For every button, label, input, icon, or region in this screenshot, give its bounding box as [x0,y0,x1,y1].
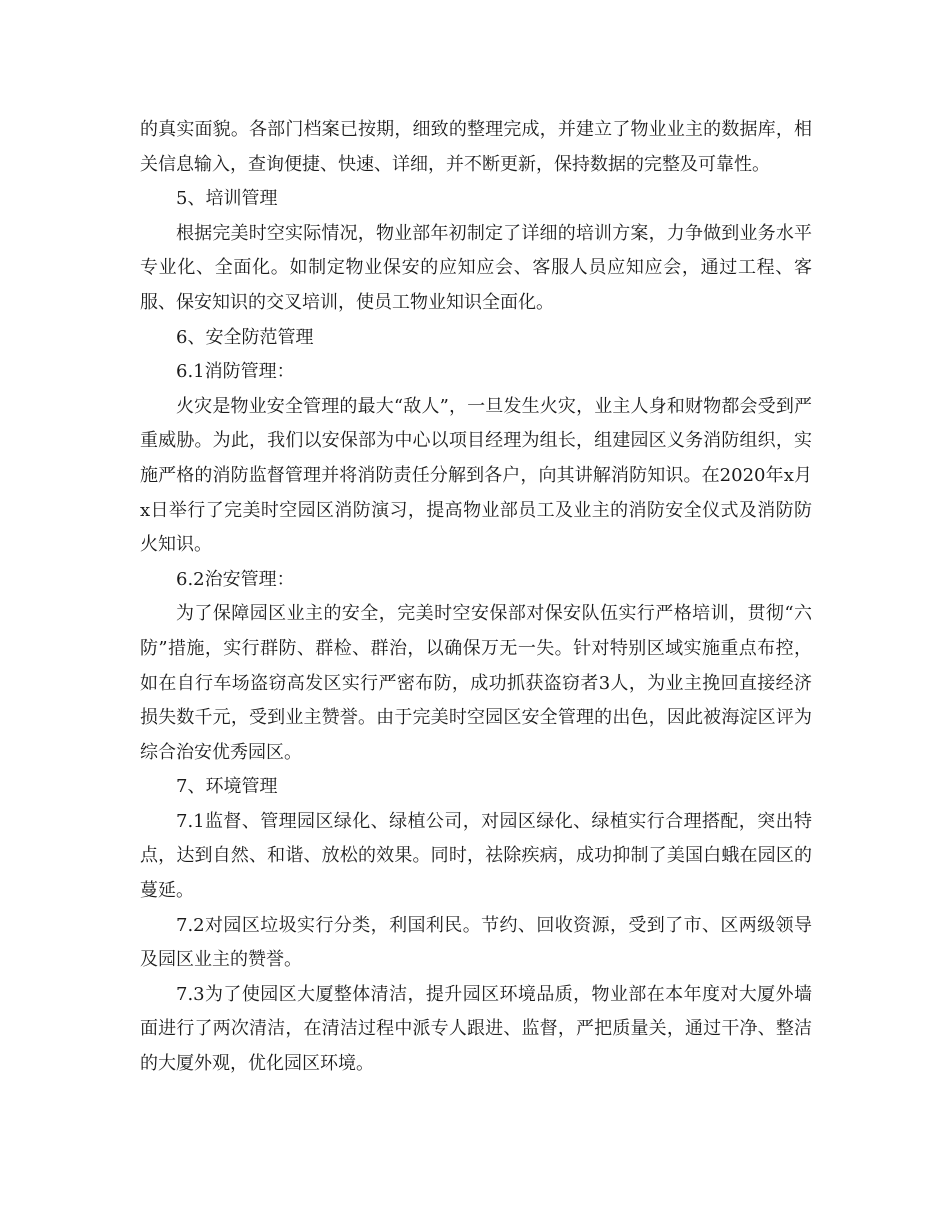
paragraph-greening: 7.1监督、管理园区绿化、绿植公司，对园区绿化、绿植实行合理搭配，突出特点，达到自然、和谐、放松的效果。同时，祛除疾病，成功抑制了美国白蛾在园区的蔓延。 [140,810,812,902]
heading-security-management: 6、安全防范管理 [176,326,314,348]
paragraph-facade-cleaning: 7.3为了使园区大厦整体清洁，提升园区环境品质，物业部在本年度对大厦外墙面进行了两次清洁，在清洁过程中派专人跟进、监督，严把质量关，通过干净、整洁的大厦外观，优化园区环境。 [140,983,812,1075]
document-body [140,113,812,1082]
paragraph-fire-management: 火灾是物业安全管理的最大“敌人”，一旦发生火灾，业主人身和财物都会受到严重威胁。为此，我们以安保部为中心以项目经理为组长，组建园区义务消防组织，实施严格的消防监督管理并将消防责任分解到各户，向其讲解消防知识。在2020年x月x日举行了完美时空园区消防演习，提高物业部员工及业主的消防安全仪式及消防防火知识。 [140,395,812,556]
subheading-public-security: 6.2治安管理： [176,568,295,590]
heading-environment-management: 7、环境管理 [176,776,278,798]
subheading-fire-management: 6.1消防管理： [176,361,295,383]
paragraph-archive-database: 的真实面貌。各部门档案已按期，细致的整理完成，并建立了物业业主的数据库，相关信息输入，查询便捷、快速、详细，并不断更新，保持数据的完整及可靠性。 [140,119,812,175]
paragraph-training-plan: 根据完美时空实际情况，物业部年初制定了详细的培训方案，力争做到业务水平专业化、全面化。如制定物业保安的应知应会、客服人员应知应会，通过工程、客服、保安知识的交叉培训，使员工物业知识全面化。 [140,222,812,313]
heading-training-management: 5、培训管理 [176,188,278,210]
paragraph-garbage-sorting: 7.2对园区垃圾实行分类，利国利民。节约、回收资源，受到了市、区两级领导及园区业主的赞誉。 [140,914,812,971]
paragraph-public-security: 为了保障园区业主的安全，完美时空安保部对保安队伍实行严格培训，贯彻“六防”措施，实行群防、群检、群治，以确保万无一失。针对特别区域实施重点布控，如在自行车场盗窃高发区实行严密布防，成功抓获盗窃者3人，为业主挽回直接经济损失数千元，受到业主赞誉。由于完美时空园区安全管理的出色，因此被海淀区评为综合治安优秀园区。 [140,603,812,763]
